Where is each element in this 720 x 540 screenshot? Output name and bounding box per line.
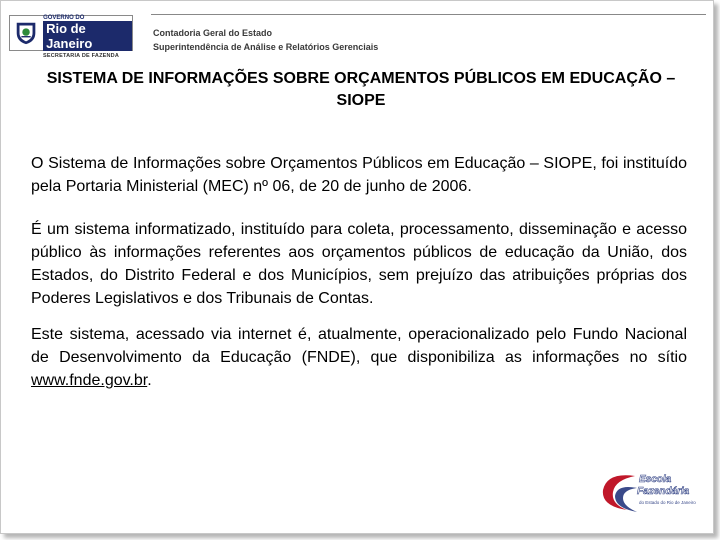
paragraph-3	[31, 323, 687, 392]
school-logo	[597, 466, 707, 518]
paragraph-3-text: Este sistema, acessado via internet é, atualmente, operacionalizado pelo Fundo Nacional de Desenvolvimento da Educação (FNDE), que disponibiliza as informações no sítio	[31, 326, 687, 366]
state-crest-icon	[13, 19, 39, 47]
school-name-line1: Escola	[639, 474, 672, 485]
logo-big-text: Rio de Janeiro	[43, 21, 132, 51]
logo-subtitle: SECRETARIA DE FAZENDA	[43, 53, 120, 59]
logo-small-text: GOVERNO DO	[43, 15, 85, 21]
school-emblem-icon	[597, 466, 641, 518]
paragraph-1: O Sistema de Informações sobre Orçamentos Públicos em Educação – SIOPE, foi instituído pela Portaria Ministerial (MEC) nº 06, de 20 de junho de 2006.	[31, 155, 687, 195]
header-rule	[151, 14, 706, 15]
school-name-line2: Fazendária	[637, 486, 690, 497]
paragraph-3-end: .	[147, 372, 152, 389]
fnde-link[interactable]: www.fnde.gov.br	[31, 372, 148, 389]
header-department: Contadoria Geral do Estado	[153, 28, 273, 38]
page-title: SISTEMA DE INFORMAÇÕES SOBRE ORÇAMENTOS PÚBLICOS EM EDUCAÇÃO – SIOPE	[46, 70, 676, 109]
government-logo	[9, 15, 133, 51]
paragraph-2: É um sistema informatizado, instituído para coleta, processamento, disseminação e acesso público às informações referentes aos orçamentos públicos de educação da União, dos Estados, do Distrito Federal e dos Municípios, sem prejuízo das atribuições próprias dos Poderes Legislativos e dos Tribunais de Contas.	[31, 221, 687, 307]
header-subdepartment: Superintendência de Análise e Relatórios Gerenciais	[153, 42, 379, 52]
school-subtitle: do Estado do Rio de Janeiro	[639, 500, 696, 505]
